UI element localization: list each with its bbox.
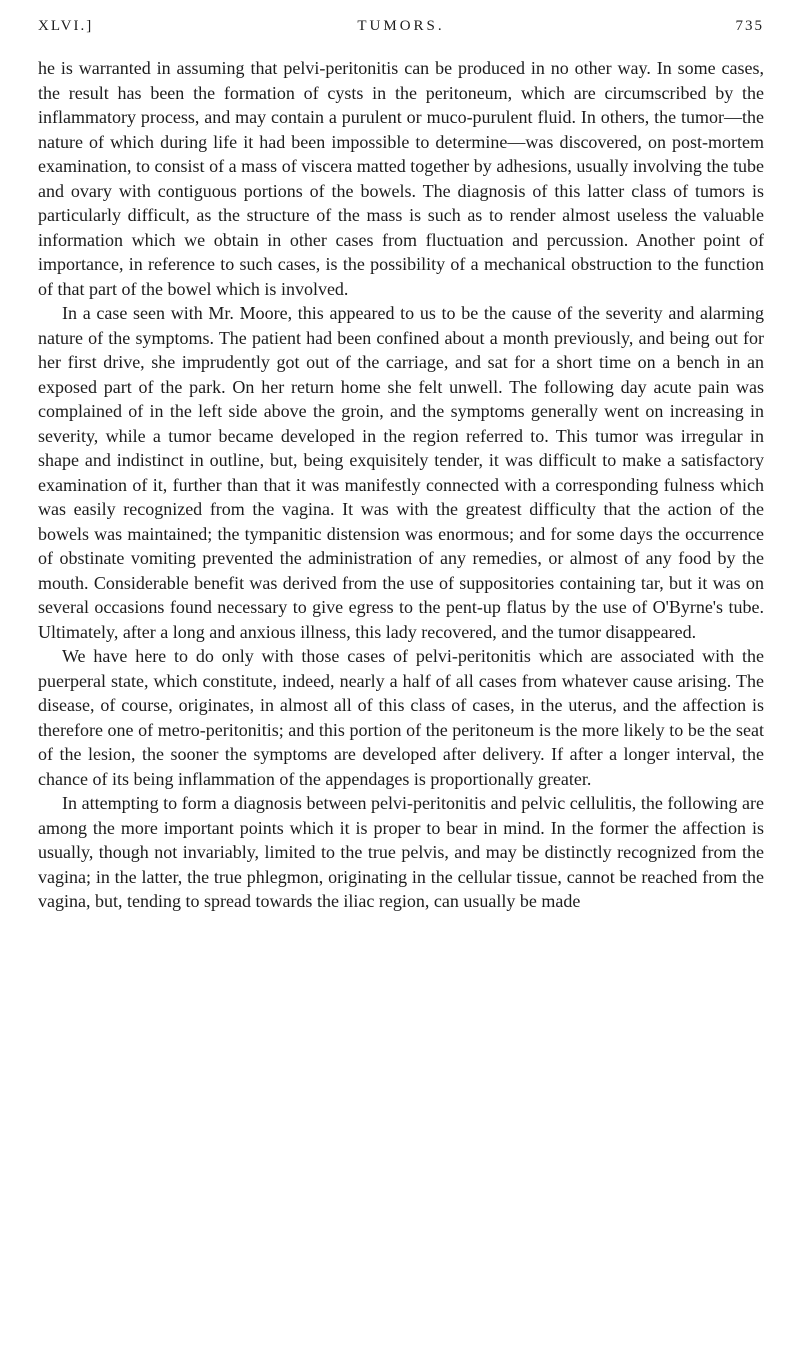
paragraph: We have here to do only with those cases of pelvi-peritonitis which are associated with the puerperal state, which constitute, indeed, nearly a half of all cases from whatever cause arising. The disease, of course, originates, in almost all of this class of cases, in the uterus, and the affection is therefore one of metro-peritonitis; and this portion of the peritoneum is the more likely to be the seat of the lesion, the sooner the symptoms are developed after delivery. If after a longer interval, the chance of its being inflammation of the appendages is proportionally greater.	[38, 646, 764, 789]
running-title: TUMORS.	[357, 18, 445, 34]
page-body	[38, 56, 764, 914]
page-number: 735	[735, 18, 764, 34]
paragraph-continued: he is warranted in assuming that pelvi-peritonitis can be produced in no other way. In some cases, the result has been the formation of cysts in the peritoneum, which are circumscribed by the inflammatory process, and may contain a purulent or muco-purulent fluid. In others, the tumor—the nature of which during life it had been impossible to determine—was discovered, on post-mortem examination, to consist of a mass of viscera matted together by adhesions, usually involving the tube and ovary with contiguous portions of the bowels. The diagnosis of this latter class of tumors is particularly difficult, as the structure of the mass is such as to render almost useless the valuable information which we obtain in other cases from fluctuation and percussion. Another point of importance, in reference to such cases, is the possibility of a mechanical obstruction to the function of that part of the bowel which is involved.	[38, 58, 764, 299]
paragraph: In a case seen with Mr. Moore, this appeared to us to be the cause of the severity and alarming nature of the symptoms. The patient had been confined about a month previously, and being out for her first drive, she imprudently got out of the carriage, and sat for a short time on a bench in an exposed part of the park. On her return home she felt unwell. The following day acute pain was complained of in the left side above the groin, and the symptoms generally went on increasing in severity, while a tumor became developed in the region referred to. This tumor was irregular in shape and indistinct in outline, but, being exquisitely tender, it was difficult to make a satisfactory examination of it, further than that it was manifestly connected with a corresponding fulness which was easily recognized from the vagina. It was with the greatest difficulty that the action of the bowels was maintained; the tympanitic distension was enormous; and for some days the occurrence of obstinate vomiting prevented the administration of any remedies, or almost of any food by the mouth. Considerable benefit was derived from the use of suppositories containing tar, but it was on several occasions found necessary to give egress to the pent-up flatus by the use of O'Byrne's tube. Ultimately, after a long and anxious illness, this lady recovered, and the tumor disappeared.	[38, 303, 764, 642]
running-header	[38, 14, 764, 38]
chapter-number: XLVI.]	[38, 18, 94, 34]
paragraph: In attempting to form a diagnosis between pelvi-peritonitis and pelvic cellulitis, the following are among the more important points which it is proper to bear in mind. In the former the affection is usually, though not invariably, limited to the true pelvis, and may be distinctly recognized from the vagina; in the latter, the true phlegmon, originating in the cellular tissue, cannot be reached from the vagina, but, tending to spread towards the iliac region, can usually be made	[38, 793, 764, 911]
